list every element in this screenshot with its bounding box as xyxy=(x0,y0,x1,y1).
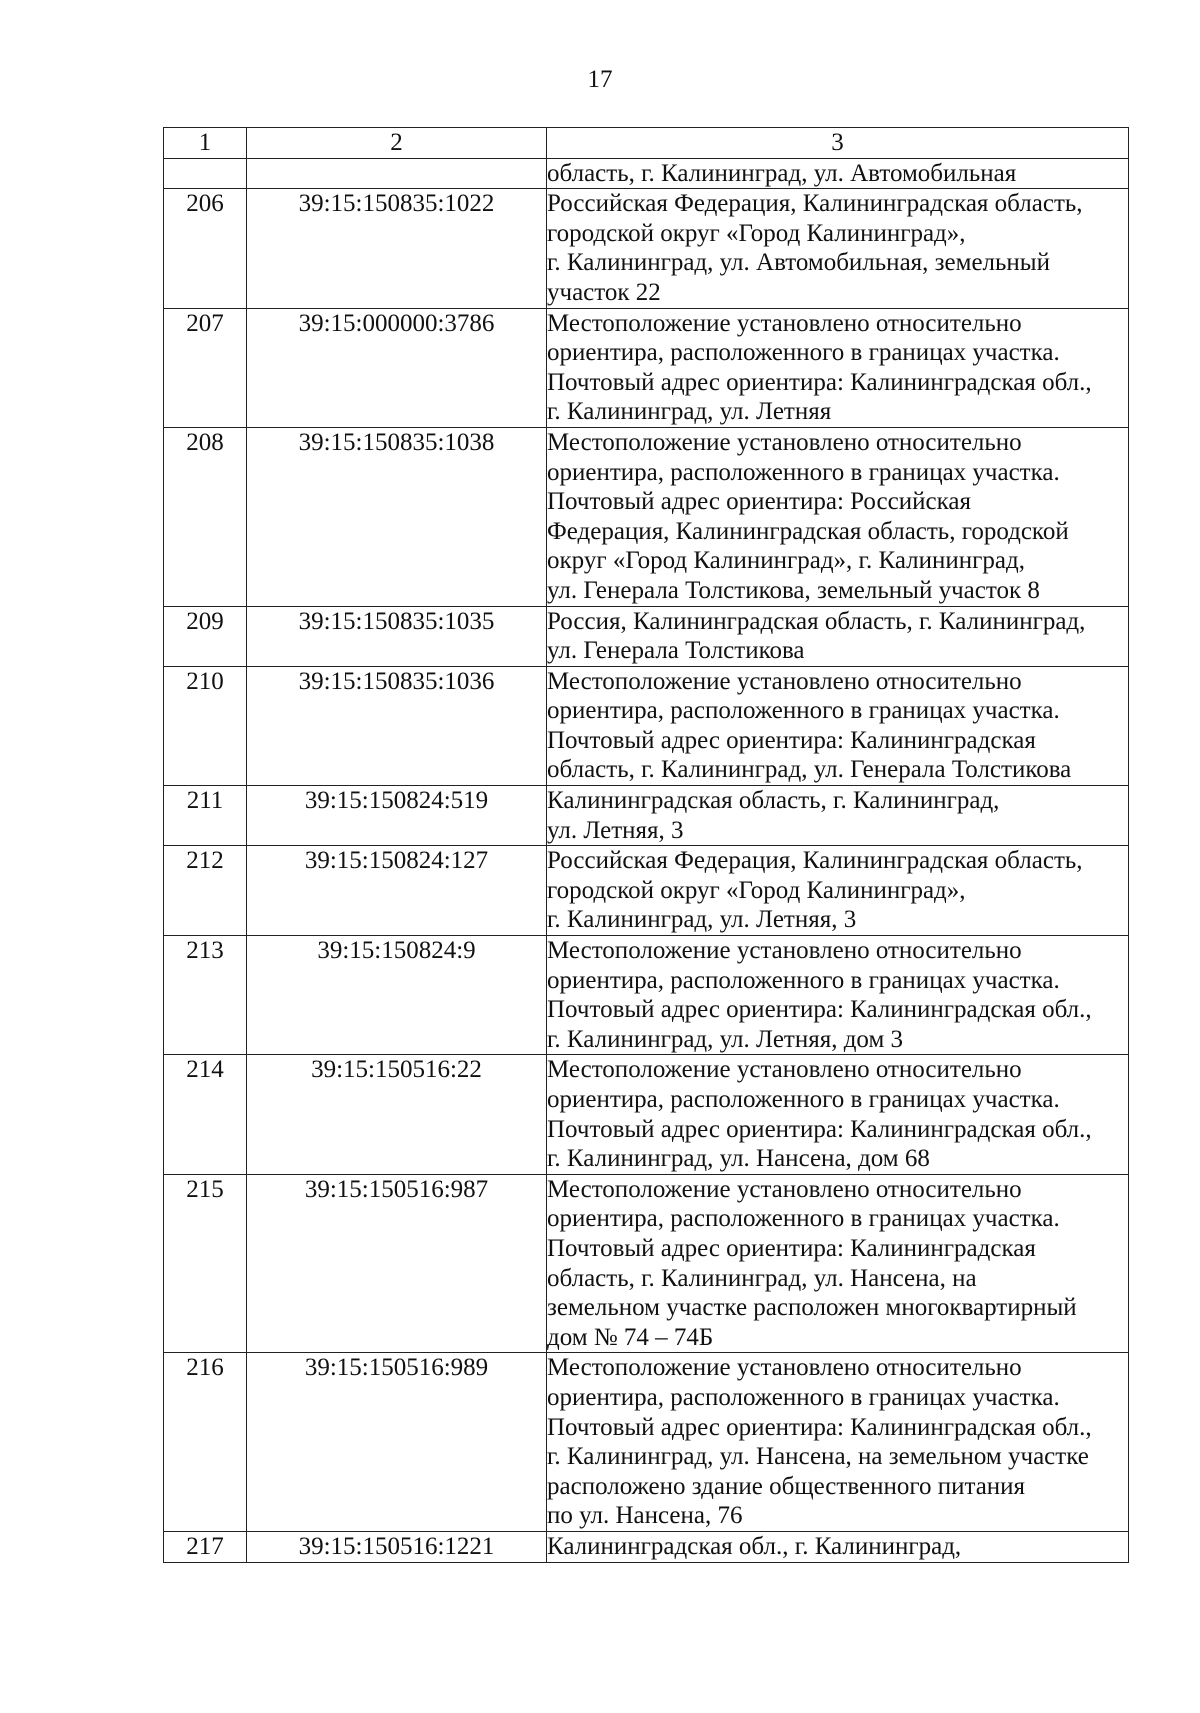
address-cell xyxy=(547,1353,1129,1532)
address-line: Федерация, Калининградская область, городской xyxy=(547,517,1069,545)
address-cell xyxy=(547,1531,1129,1562)
address-line: городской округ «Город Калининград», xyxy=(547,219,966,247)
address-line: Почтовый адрес ориентира: Калининградская xyxy=(547,1234,1036,1262)
row-number: 216 xyxy=(164,1353,247,1532)
address-cell xyxy=(547,786,1129,846)
table-row xyxy=(164,1174,1129,1353)
address-line: округ «Город Калининград», г. Калининград, xyxy=(547,547,1025,575)
cadastral-number: 39:15:150824:9 xyxy=(247,936,547,1055)
address-cell xyxy=(547,666,1129,785)
row-number: 214 xyxy=(164,1055,247,1174)
address-cell xyxy=(547,1174,1129,1353)
address-line: Почтовый адрес ориентира: Калининградская обл., xyxy=(547,368,1092,396)
header-col-3: 3 xyxy=(547,128,1129,159)
land-plot-table xyxy=(163,127,1129,1563)
address-line: ул. Летняя, 3 xyxy=(547,816,684,844)
table-row xyxy=(164,786,1129,846)
address-line: ориентира, расположенного в границах участка. xyxy=(547,458,1060,486)
table-row xyxy=(164,666,1129,785)
address-line: Местоположение установлено относительно xyxy=(547,667,1022,695)
address-line: расположено здание общественного питания xyxy=(547,1472,1026,1500)
address-line: ул. Генерала Толстикова xyxy=(547,637,805,665)
cadastral-number: 39:15:150835:1035 xyxy=(247,606,547,666)
address-line: г. Калининград, ул. Автомобильная, земельный xyxy=(547,249,1050,277)
address-cell xyxy=(547,308,1129,427)
table-row xyxy=(164,158,1129,189)
row-number: 212 xyxy=(164,846,247,936)
address-line: Почтовый адрес ориентира: Калининградская обл., xyxy=(547,1115,1092,1143)
address-line: Местоположение установлено относительно xyxy=(547,309,1022,337)
address-line: ориентира, расположенного в границах участка. xyxy=(547,1383,1060,1411)
row-number: 210 xyxy=(164,666,247,785)
table-row xyxy=(164,936,1129,1055)
address-line: Почтовый адрес ориентира: Калининградская обл., xyxy=(547,1413,1092,1441)
cadastral-number: 39:15:150516:987 xyxy=(247,1174,547,1353)
address-line: городской округ «Город Калининград», xyxy=(547,876,966,904)
address-line: Почтовый адрес ориентира: Российская xyxy=(547,488,971,516)
row-number: 206 xyxy=(164,189,247,308)
address-line: по ул. Нансена, 76 xyxy=(547,1502,743,1530)
row-number xyxy=(164,158,247,189)
cadastral-number: 39:15:150516:22 xyxy=(247,1055,547,1174)
cadastral-number: 39:15:150824:519 xyxy=(247,786,547,846)
table-row xyxy=(164,308,1129,427)
address-line: г. Калининград, ул. Летняя, 3 xyxy=(547,906,857,934)
cadastral-number: 39:15:150516:1221 xyxy=(247,1531,547,1562)
address-line: Местоположение установлено относительно xyxy=(547,937,1022,965)
header-col-1: 1 xyxy=(164,128,247,159)
address-line: г. Калининград, ул. Нансена, на земельном участке xyxy=(547,1443,1089,1471)
address-cell xyxy=(547,1055,1129,1174)
row-number: 211 xyxy=(164,786,247,846)
address-line: г. Калининград, ул. Летняя xyxy=(547,398,832,426)
cadastral-number xyxy=(247,158,547,189)
table-row xyxy=(164,846,1129,936)
cadastral-number: 39:15:150516:989 xyxy=(247,1353,547,1532)
address-line: область, г. Калининград, ул. Нансена, на xyxy=(547,1264,977,1292)
address-cell xyxy=(547,936,1129,1055)
row-number: 208 xyxy=(164,427,247,606)
address-line: ориентира, расположенного в границах участка. xyxy=(547,339,1060,367)
address-line: Почтовый адрес ориентира: Калининградская xyxy=(547,726,1036,754)
address-line: г. Калининград, ул. Нансена, дом 68 xyxy=(547,1145,930,1173)
row-number: 217 xyxy=(164,1531,247,1562)
address-line: область, г. Калининград, ул. Генерала Толстикова xyxy=(547,756,1072,784)
address-line: Местоположение установлено относительно xyxy=(547,1175,1022,1203)
address-cell xyxy=(547,427,1129,606)
address-line: Местоположение установлено относительно xyxy=(547,1056,1022,1084)
table-row xyxy=(164,1531,1129,1562)
address-line: ориентира, расположенного в границах участка. xyxy=(547,1086,1060,1113)
table-row xyxy=(164,427,1129,606)
address-cell xyxy=(547,189,1129,308)
cadastral-number: 39:15:150835:1036 xyxy=(247,666,547,785)
table-row xyxy=(164,1353,1129,1532)
row-number: 209 xyxy=(164,606,247,666)
address-line: дом № 74 – 74Б xyxy=(547,1323,714,1351)
address-cell xyxy=(547,606,1129,666)
table-row xyxy=(164,189,1129,308)
header-col-2: 2 xyxy=(247,128,547,159)
address-line: Местоположение установлено относительно xyxy=(547,428,1022,456)
address-line: участок 22 xyxy=(547,278,661,306)
table-body xyxy=(164,158,1129,1562)
row-number: 207 xyxy=(164,308,247,427)
address-cell xyxy=(547,158,1129,189)
address-line: Почтовый адрес ориентира: Калининградская обл., xyxy=(547,996,1092,1024)
address-line: Калининградская обл., г. Калининград, xyxy=(547,1532,962,1560)
header-row xyxy=(164,128,1129,159)
cadastral-number: 39:15:150835:1022 xyxy=(247,189,547,308)
cadastral-number: 39:15:000000:3786 xyxy=(247,308,547,427)
address-line: ориентира, расположенного в границах участка. xyxy=(547,966,1060,994)
address-line: г. Калининград, ул. Летняя, дом 3 xyxy=(547,1025,904,1053)
address-line: ул. Генерала Толстикова, земельный участок 8 xyxy=(547,576,1040,604)
address-line: Калининградская область, г. Калининград, xyxy=(547,787,1000,815)
address-line: Россия, Калининградская область, г. Калининград, xyxy=(547,607,1086,635)
address-line: Российская Федерация, Калининградская область, xyxy=(547,847,1083,875)
cadastral-number: 39:15:150824:127 xyxy=(247,846,547,936)
address-line: Российская Федерация, Калининградская область, xyxy=(547,190,1083,218)
address-cell xyxy=(547,846,1129,936)
table-header xyxy=(164,128,1129,159)
address-line: земельном участке расположен многоквартирный xyxy=(547,1294,1077,1322)
address-line: ориентира, расположенного в границах участка. xyxy=(547,697,1060,725)
page-number: 17 xyxy=(587,66,613,93)
table-row xyxy=(164,1055,1129,1174)
row-number: 215 xyxy=(164,1174,247,1353)
cadastral-number: 39:15:150835:1038 xyxy=(247,427,547,606)
address-line: область, г. Калининград, ул. Автомобильная xyxy=(547,159,1017,187)
address-line: ориентира, расположенного в границах участка. xyxy=(547,1205,1060,1233)
table-row xyxy=(164,606,1129,666)
row-number: 213 xyxy=(164,936,247,1055)
address-line: Местоположение установлено относительно xyxy=(547,1354,1022,1382)
